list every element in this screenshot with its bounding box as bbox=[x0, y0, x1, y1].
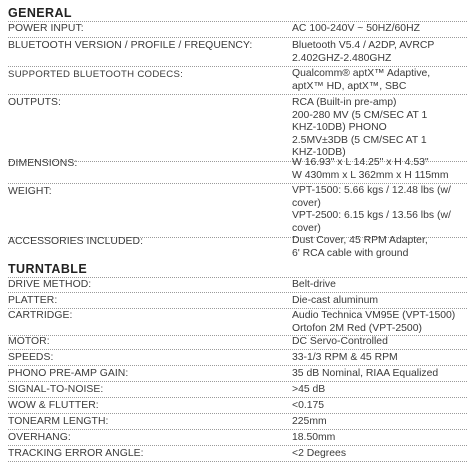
row-divider bbox=[8, 37, 467, 38]
spec-value-line: Audio Technica VM95E (VPT-1500) bbox=[292, 310, 456, 321]
spec-label-cartridge: CARTRIDGE: bbox=[8, 310, 73, 321]
row-divider bbox=[8, 183, 467, 184]
spec-label-platter: PLATTER: bbox=[8, 295, 58, 306]
row-divider bbox=[8, 292, 467, 293]
spec-value-line: W 430mm x L 362mm x H 115mm bbox=[292, 169, 449, 181]
spec-label-bluetooth-version: BLUETOOTH VERSION / PROFILE / FREQUENCY: bbox=[8, 40, 253, 51]
spec-value-line: DC Servo-Controlled bbox=[292, 336, 388, 347]
spec-value-phono-preamp-gain bbox=[292, 368, 468, 381]
spec-label-power-input: POWER INPUT: bbox=[8, 23, 84, 34]
spec-value-overhang bbox=[292, 432, 468, 445]
spec-value-signal-to-noise bbox=[292, 384, 468, 397]
spec-value-line: 18.50mm bbox=[292, 432, 336, 443]
spec-label-overhang: OVERHANG: bbox=[8, 432, 71, 443]
spec-value-line: Ortofon 2M Red (VPT-2500) bbox=[292, 322, 422, 334]
row-divider bbox=[8, 445, 467, 446]
spec-value-line: W 16.93" x L 14.25" x H 4.53" bbox=[292, 157, 429, 168]
spec-value-line: VPT-1500: 5.66 kgs / 12.48 lbs (w/ bbox=[292, 185, 451, 196]
section-title-general: GENERAL bbox=[8, 6, 72, 20]
spec-value-line: <0.175 bbox=[292, 400, 325, 411]
spec-value-line: 2.402GHZ-2.480GHZ bbox=[292, 52, 392, 64]
spec-value-weight bbox=[292, 185, 468, 235]
row-divider bbox=[8, 429, 467, 430]
row-divider bbox=[8, 349, 467, 350]
row-divider bbox=[8, 365, 467, 366]
row-divider bbox=[8, 308, 467, 309]
spec-value-line: 200-280 MV (5 CM/SEC AT 1 bbox=[292, 109, 428, 121]
spec-value-line: >45 dB bbox=[292, 384, 326, 395]
spec-value-dimensions bbox=[292, 157, 468, 182]
section-title-turntable: TURNTABLE bbox=[8, 262, 88, 276]
spec-value-line: Belt-drive bbox=[292, 279, 336, 290]
spec-value-drive-method bbox=[292, 279, 468, 292]
spec-value-line: cover) bbox=[292, 222, 321, 234]
row-divider bbox=[8, 413, 467, 414]
spec-value-line: VPT-2500: 6.15 kgs / 13.56 lbs (w/ bbox=[292, 210, 451, 222]
spec-value-power-input bbox=[292, 23, 468, 36]
spec-label-outputs: OUTPUTS: bbox=[8, 97, 61, 108]
section-divider bbox=[8, 277, 467, 278]
spec-value-line: AC 100-240V ~ 50HZ/60HZ bbox=[292, 23, 420, 34]
spec-value-line: 6' RCA cable with ground bbox=[292, 247, 409, 259]
row-divider bbox=[8, 381, 467, 382]
spec-value-line: <2 Degrees bbox=[292, 448, 347, 459]
spec-value-line: KHZ-10DB) PHONO bbox=[292, 122, 387, 134]
spec-value-tonearm-length bbox=[292, 416, 468, 429]
spec-value-line: Die-cast aluminum bbox=[292, 295, 379, 306]
spec-value-line: 35 dB Nominal, RIAA Equalized bbox=[292, 368, 439, 379]
section-divider bbox=[8, 21, 467, 22]
spec-label-drive-method: DRIVE METHOD: bbox=[8, 279, 92, 290]
spec-label-tracking-error-angle: TRACKING ERROR ANGLE: bbox=[8, 448, 144, 459]
spec-value-bluetooth-codecs bbox=[292, 68, 468, 93]
spec-value-bluetooth-version bbox=[292, 40, 468, 65]
spec-value-outputs bbox=[292, 97, 468, 160]
spec-label-bluetooth-codecs: SUPPORTED BLUETOOTH CODECS: bbox=[8, 69, 184, 80]
spec-value-cartridge bbox=[292, 310, 468, 335]
spec-value-line: 2.5MV±3DB (5 CM/SEC AT 1 bbox=[292, 134, 427, 146]
spec-value-line: 33-1/3 RPM & 45 RPM bbox=[292, 352, 398, 363]
row-divider bbox=[8, 94, 467, 95]
spec-label-dimensions: DIMENSIONS: bbox=[8, 158, 78, 169]
spec-label-signal-to-noise: SIGNAL-TO-NOISE: bbox=[8, 384, 104, 395]
spec-label-weight: WEIGHT: bbox=[8, 186, 52, 197]
spec-label-motor: MOTOR: bbox=[8, 336, 50, 347]
spec-value-line: Bluetooth V5.4 / A2DP, AVRCP bbox=[292, 40, 435, 51]
spec-value-platter bbox=[292, 295, 468, 308]
spec-value-line: cover) bbox=[292, 197, 321, 209]
spec-value-accessories bbox=[292, 235, 468, 260]
spec-value-wow-flutter bbox=[292, 400, 468, 413]
row-divider bbox=[8, 461, 467, 462]
spec-label-tonearm-length: TONEARM LENGTH: bbox=[8, 416, 109, 427]
spec-value-line: RCA (Built-in pre-amp) bbox=[292, 97, 397, 108]
spec-label-speeds: SPEEDS: bbox=[8, 352, 54, 363]
spec-value-line: Dust Cover, 45 RPM Adapter, bbox=[292, 235, 428, 246]
spec-value-line: Qualcomm® aptX™ Adaptive, bbox=[292, 68, 431, 79]
spec-value-motor bbox=[292, 336, 468, 349]
spec-label-phono-preamp-gain: PHONO PRE-AMP GAIN: bbox=[8, 368, 129, 379]
spec-value-line: aptX™ HD, aptX™, SBC bbox=[292, 80, 407, 92]
row-divider bbox=[8, 397, 467, 398]
spec-value-speeds bbox=[292, 352, 468, 365]
spec-value-line: 225mm bbox=[292, 416, 327, 427]
row-divider bbox=[8, 66, 467, 67]
spec-value-tracking-error-angle bbox=[292, 448, 468, 461]
spec-label-wow-flutter: WOW & FLUTTER: bbox=[8, 400, 99, 411]
spec-label-accessories: ACCESSORIES INCLUDED: bbox=[8, 236, 144, 247]
spec-value-line: KHZ-10DB) bbox=[292, 147, 346, 159]
